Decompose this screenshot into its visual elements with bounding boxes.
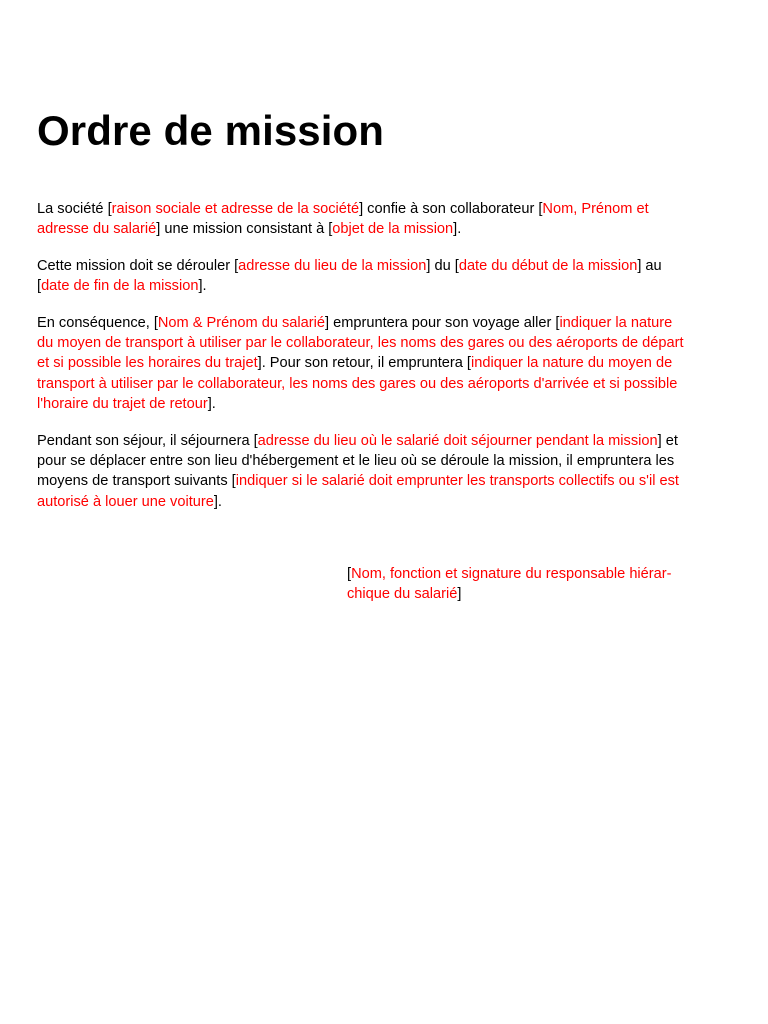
body-text: ] au — [637, 258, 662, 274]
body-text: ]. — [198, 278, 207, 295]
text-line — [37, 219, 649, 239]
text-line — [347, 584, 672, 604]
body-text: Cette mission doit se dérouler [ — [37, 258, 239, 274]
text-line — [37, 374, 684, 394]
body-text: ] une mission consistant à [ — [156, 221, 333, 238]
placeholder-text: Nom, fonction et signature du responsable hiérar- — [351, 566, 672, 582]
placeholder-text: date de fin de la mission — [41, 278, 199, 295]
text-line — [347, 564, 672, 584]
body-text: ]. Pour son retour, il empruntera [ — [257, 355, 471, 372]
body-text: ]. — [453, 221, 462, 238]
placeholder-text: l'horaire du trajet de retour — [37, 395, 208, 412]
placeholder-text: raison sociale et adresse de la société — [111, 201, 360, 217]
body-text: ] confie à son collaborateur [ — [359, 201, 543, 217]
text-line — [37, 256, 662, 276]
body-text: ] — [457, 586, 462, 603]
paragraph-company-mission — [37, 199, 649, 239]
text-line — [37, 451, 679, 471]
placeholder-text: indiquer si le salarié doit emprunter les transports collectifs ou s'il est — [235, 473, 679, 490]
body-text: pour se déplacer entre son lieu d'hébergement et le lieu où se déroule la mission, il empruntera les — [37, 453, 675, 470]
document-title: Ordre de mission — [37, 107, 385, 154]
placeholder-text: Nom, Prénom et — [542, 201, 649, 217]
placeholder-text: adresse du lieu où le salarié doit séjourner pendant la mission — [257, 433, 658, 449]
body-text: ]. — [213, 493, 222, 510]
body-text: ] du [ — [426, 258, 459, 274]
placeholder-text: indiquer la nature du moyen de — [470, 355, 673, 372]
text-line — [37, 276, 662, 296]
text-line — [37, 199, 649, 219]
paragraph-stay — [37, 431, 679, 512]
body-text: Pendant son séjour, il séjournera [ — [37, 433, 258, 449]
placeholder-text: du moyen de transport à utiliser par le collaborateur, les noms des gares ou des aéroports de départ — [37, 335, 684, 352]
text-line — [37, 394, 684, 414]
placeholder-text: et si possible les horaires du trajet — [37, 355, 258, 372]
placeholder-text: Nom & Prénom du salarié — [157, 315, 325, 331]
placeholder-text: adresse du salarié — [37, 221, 157, 238]
text-line — [37, 333, 684, 353]
text-line — [37, 492, 679, 512]
body-text: [ — [37, 278, 42, 295]
body-text: moyens de transport suivants [ — [37, 473, 236, 490]
body-text: ] et — [657, 433, 678, 449]
signature-block — [347, 564, 672, 604]
placeholder-text: transport à utiliser par le collaborateur, les noms des gares ou des aéroports d'arrivée et si possible — [37, 375, 678, 392]
placeholder-text: autorisé à louer une voiture — [37, 493, 214, 510]
body-text: ] empruntera pour son voyage aller [ — [324, 315, 560, 331]
paragraph-travel — [37, 313, 684, 414]
body-text: ]. — [207, 395, 216, 412]
body-text: En conséquence, [ — [37, 315, 158, 331]
placeholder-text: chique du salarié — [347, 586, 458, 603]
placeholder-text: indiquer la nature — [559, 315, 673, 331]
body-text: [ — [347, 566, 352, 582]
text-line — [37, 353, 684, 373]
text-line — [37, 313, 684, 333]
placeholder-text: date du début de la mission — [458, 258, 638, 274]
body-text: La société [ — [37, 201, 112, 217]
placeholder-text: objet de la mission — [332, 221, 454, 238]
placeholder-text: adresse du lieu de la mission — [238, 258, 427, 274]
paragraph-mission-dates — [37, 256, 662, 296]
text-line — [37, 471, 679, 491]
text-line — [37, 431, 679, 451]
